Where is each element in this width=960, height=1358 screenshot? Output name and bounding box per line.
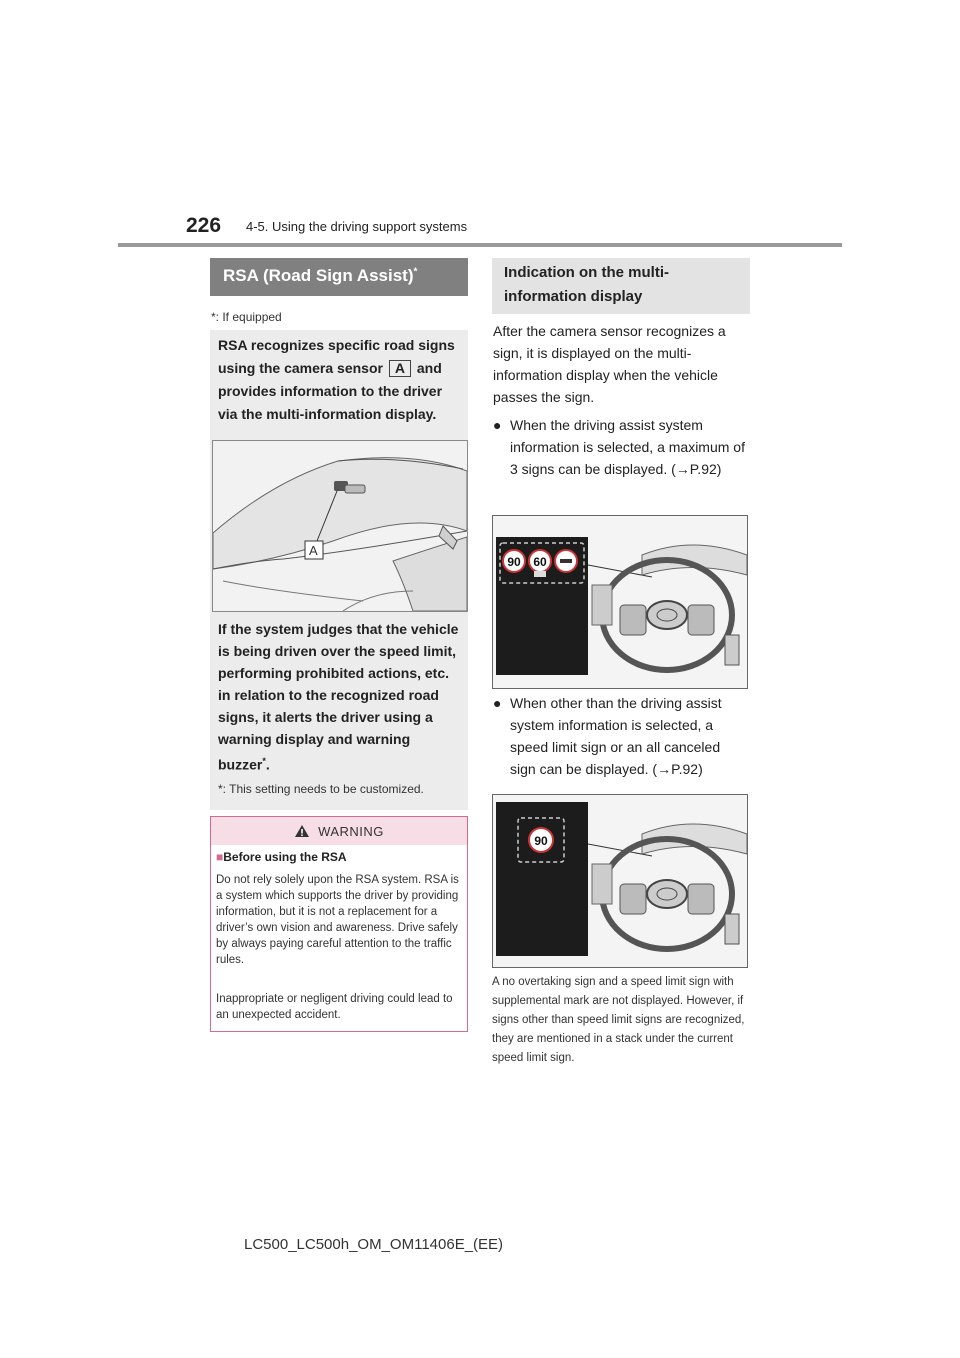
- sign-60: 60: [533, 555, 547, 569]
- footnote-customized: *: This setting needs to be customized.: [218, 782, 424, 796]
- intro-text: [218, 334, 464, 426]
- dashboard-illustration-2: [492, 794, 748, 968]
- bullet-text: When the driving assist system information is selected, a maximum of 3 signs can be displayed. (→P.92): [510, 417, 745, 477]
- section-heading-rsa-text: RSA (Road Sign Assist): [223, 266, 414, 285]
- dashboard-illustration-1: [492, 515, 748, 689]
- bullet-other-info: [493, 692, 749, 780]
- warning-paragraph-2: Inappropriate or negligent driving could lead to an unexpected accident.: [216, 993, 453, 1021]
- section-heading-indication: Indication on the multi-information display: [492, 258, 750, 314]
- windshield-camera-figure: [212, 440, 468, 612]
- multi-info-display-figure-3-signs: [492, 515, 748, 689]
- intro-text-pre: RSA recognizes specific road signs using the camera sensor: [218, 337, 455, 376]
- warning-header: [211, 817, 467, 845]
- alert-description: [218, 618, 464, 776]
- figure-callout-a: A: [309, 543, 318, 558]
- display-note: A no overtaking sign and a speed limit sign with supplemental mark are not displayed. However, if signs other than speed limit signs are recognized, they are mentioned in a stack under the current speed limit sign.: [492, 976, 745, 1064]
- callout-a-label: A: [389, 360, 411, 377]
- bullet-text: When other than the driving assist system information is selected, a speed limit sign or an all canceled sign can be displayed. (→P.92): [510, 695, 722, 777]
- header-rule: [118, 243, 842, 247]
- section-heading-rsa: [210, 258, 468, 296]
- alert-description-end: .: [265, 756, 270, 773]
- multi-info-display-figure-1-sign: [492, 794, 748, 968]
- alert-description-text: If the system judges that the vehicle is being driven over the speed limit, performing prohibited actions, etc. in relation to the recognized road signs, it alerts the driver using a warning display and warning buzzer: [218, 621, 459, 773]
- bullet-driving-assist: [493, 414, 749, 480]
- document-code: LC500_LC500h_OM_OM11406E_(EE): [244, 1236, 504, 1253]
- warning-marker: ■: [216, 850, 224, 864]
- warning-subheading: [216, 850, 347, 864]
- bullet-icon: ●: [493, 695, 502, 711]
- indication-paragraph: After the camera sensor recognizes a sign, it is displayed on the multi-information display when the vehicle passes the sign.: [493, 323, 726, 405]
- bullet-icon: ●: [493, 417, 502, 433]
- chapter-title: 4-5. Using the driving support systems: [246, 219, 468, 234]
- alert-footnote-mark: *: [262, 756, 266, 766]
- windshield-illustration: [213, 441, 467, 611]
- sign-90-single: 90: [534, 834, 548, 848]
- warning-paragraph-1: Do not rely solely upon the RSA system. RSA is a system which supports the driver by providing information, but it is not a replacement for a driver’s own vision and awareness. Drive safely by always paying careful attention to the traffic rules.: [216, 874, 459, 966]
- sign-90: 90: [507, 555, 521, 569]
- warning-subheading-text: Before using the RSA: [223, 850, 347, 864]
- warning-triangle-icon: [294, 824, 310, 838]
- intro-text-post: and provides information to the driver via the multi-information display.: [218, 360, 443, 422]
- footnote-mark: *: [413, 266, 418, 278]
- page-number: 226: [186, 214, 222, 237]
- footnote-if-equipped: *: If equipped: [211, 310, 282, 324]
- warning-title: WARNING: [318, 823, 384, 839]
